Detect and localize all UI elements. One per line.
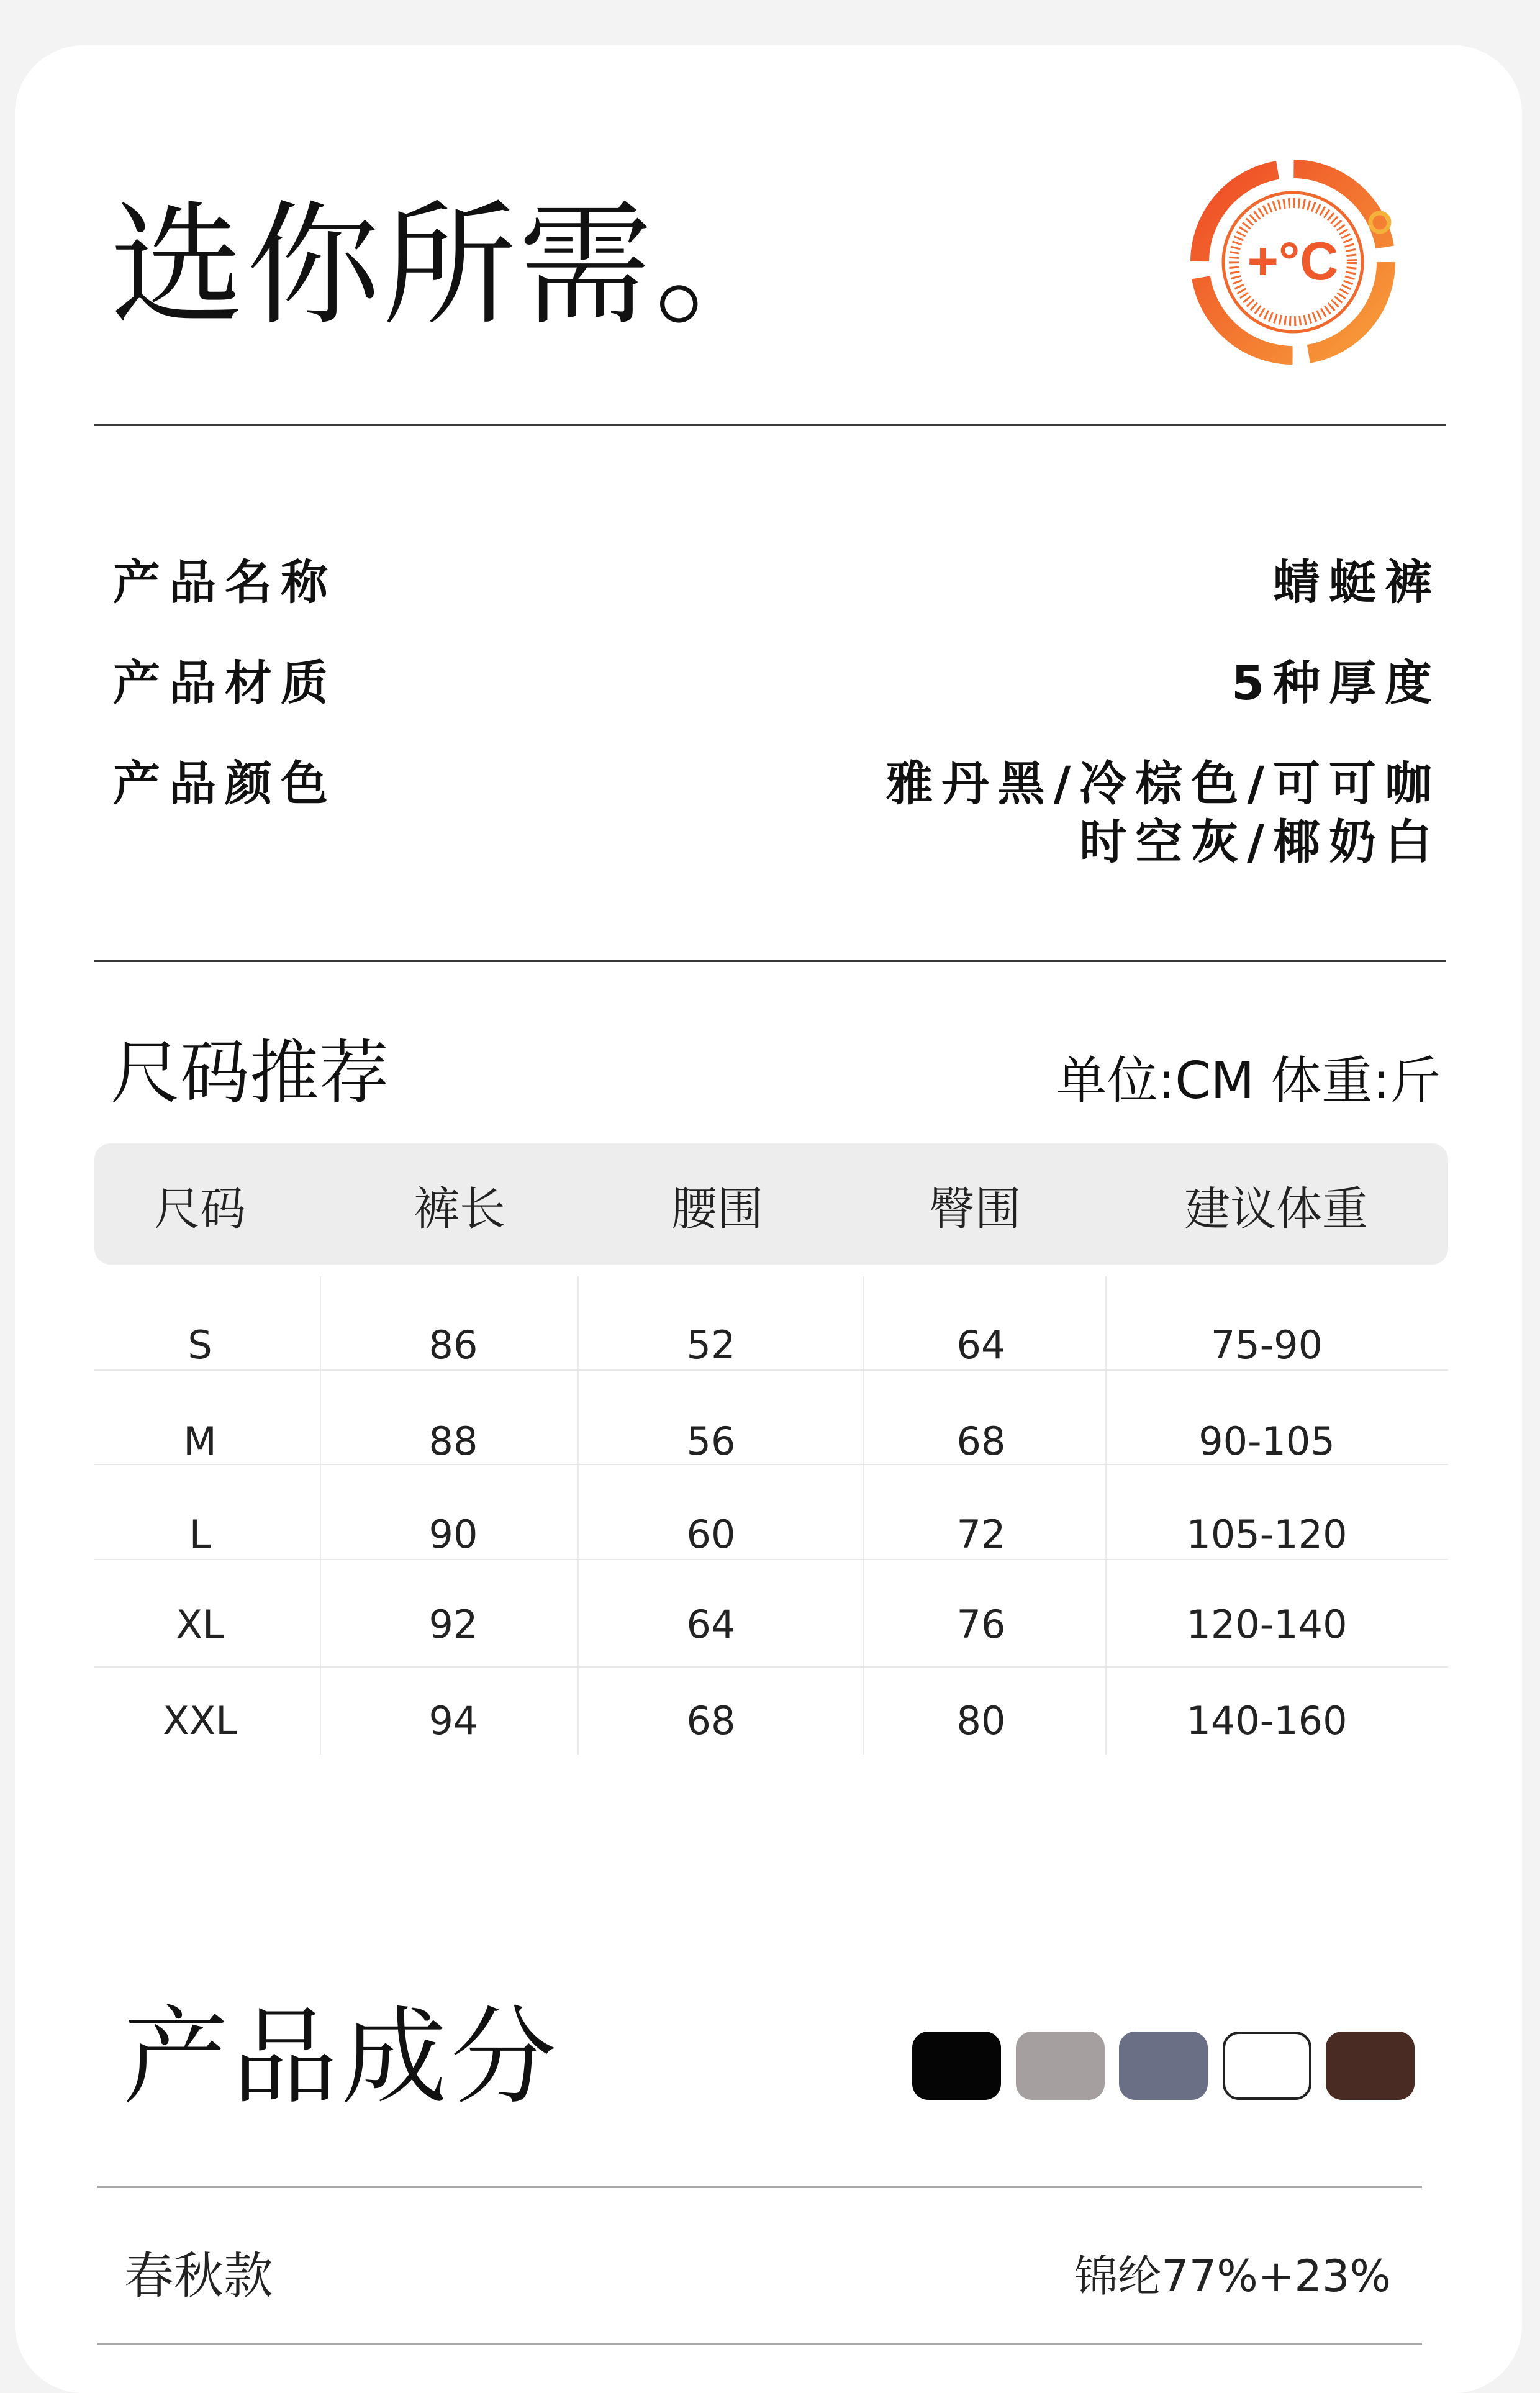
header-waist: 腰围 xyxy=(671,1183,763,1236)
composition-label: 春秋款 xyxy=(124,2247,273,2305)
table-cell: 75-90 xyxy=(1210,1322,1323,1368)
table-cell: 92 xyxy=(428,1602,478,1647)
divider xyxy=(97,2186,1422,2188)
row-divider xyxy=(94,1559,1448,1560)
color-swatch-slate xyxy=(1119,2032,1208,2100)
page-title: 选你所需。 xyxy=(111,188,790,343)
size-unit-note: 单位:CM 体重:斤 xyxy=(1056,1051,1441,1110)
row-divider xyxy=(94,1666,1448,1668)
thermal-degree-icon xyxy=(1183,152,1403,373)
color-swatch-brown xyxy=(1326,2032,1415,2100)
color-swatch-white xyxy=(1223,2032,1311,2100)
table-cell: 64 xyxy=(956,1322,1006,1368)
header-size: 尺码 xyxy=(154,1183,246,1236)
table-cell: 94 xyxy=(428,1698,478,1743)
table-cell: 76 xyxy=(956,1602,1006,1647)
table-cell: 120-140 xyxy=(1186,1602,1348,1647)
table-cell: 80 xyxy=(956,1698,1006,1743)
table-cell: 52 xyxy=(686,1322,736,1368)
spec-label-material: 产品材质 xyxy=(113,655,337,711)
spec-value-color-line1: 雅丹黑/冷棕色/可可咖 xyxy=(886,756,1441,811)
color-swatch-gray xyxy=(1016,2032,1105,2100)
spec-label-name: 产品名称 xyxy=(113,555,337,610)
column-divider xyxy=(863,1276,864,1755)
color-swatch-black xyxy=(912,2032,1001,2100)
header-length: 裤长 xyxy=(414,1183,505,1236)
table-cell: 90-105 xyxy=(1198,1419,1335,1464)
table-cell: S xyxy=(188,1322,212,1368)
row-divider xyxy=(94,1369,1448,1371)
table-cell: XXL xyxy=(163,1698,237,1743)
composition-title: 产品成分 xyxy=(123,1996,561,2119)
header-hip: 臀围 xyxy=(929,1183,1021,1236)
spec-value-name: 蜻蜓裤 xyxy=(1273,555,1441,610)
column-divider xyxy=(1105,1276,1107,1755)
table-cell: 60 xyxy=(686,1512,736,1557)
header-weight: 建议体重 xyxy=(1184,1183,1368,1236)
svg-text:+°C: +°C xyxy=(1247,232,1339,291)
table-cell: 140-160 xyxy=(1186,1698,1348,1743)
table-cell: 72 xyxy=(956,1512,1006,1557)
spec-value-color-line2: 时空灰/椰奶白 xyxy=(1079,814,1441,870)
table-cell: 105-120 xyxy=(1186,1512,1348,1557)
row-divider xyxy=(94,1464,1448,1465)
column-divider xyxy=(578,1276,579,1755)
table-cell: 56 xyxy=(686,1419,736,1464)
column-divider xyxy=(320,1276,321,1755)
table-cell: L xyxy=(189,1512,211,1557)
divider xyxy=(94,424,1446,426)
size-section-title: 尺码推荐 xyxy=(111,1033,389,1114)
table-cell: 68 xyxy=(686,1698,736,1743)
spec-label-color: 产品颜色 xyxy=(113,756,337,811)
table-cell: 90 xyxy=(428,1512,478,1557)
composition-value: 锦纶77%+23% xyxy=(1074,2251,1391,2302)
spec-value-material: 5种厚度 xyxy=(1231,655,1441,711)
table-cell: XL xyxy=(176,1602,224,1647)
table-cell: 88 xyxy=(428,1419,478,1464)
divider xyxy=(94,960,1446,962)
table-cell: M xyxy=(183,1419,217,1464)
table-cell: 68 xyxy=(956,1419,1006,1464)
divider xyxy=(97,2343,1422,2345)
table-cell: 86 xyxy=(428,1322,478,1368)
table-cell: 64 xyxy=(686,1602,736,1647)
